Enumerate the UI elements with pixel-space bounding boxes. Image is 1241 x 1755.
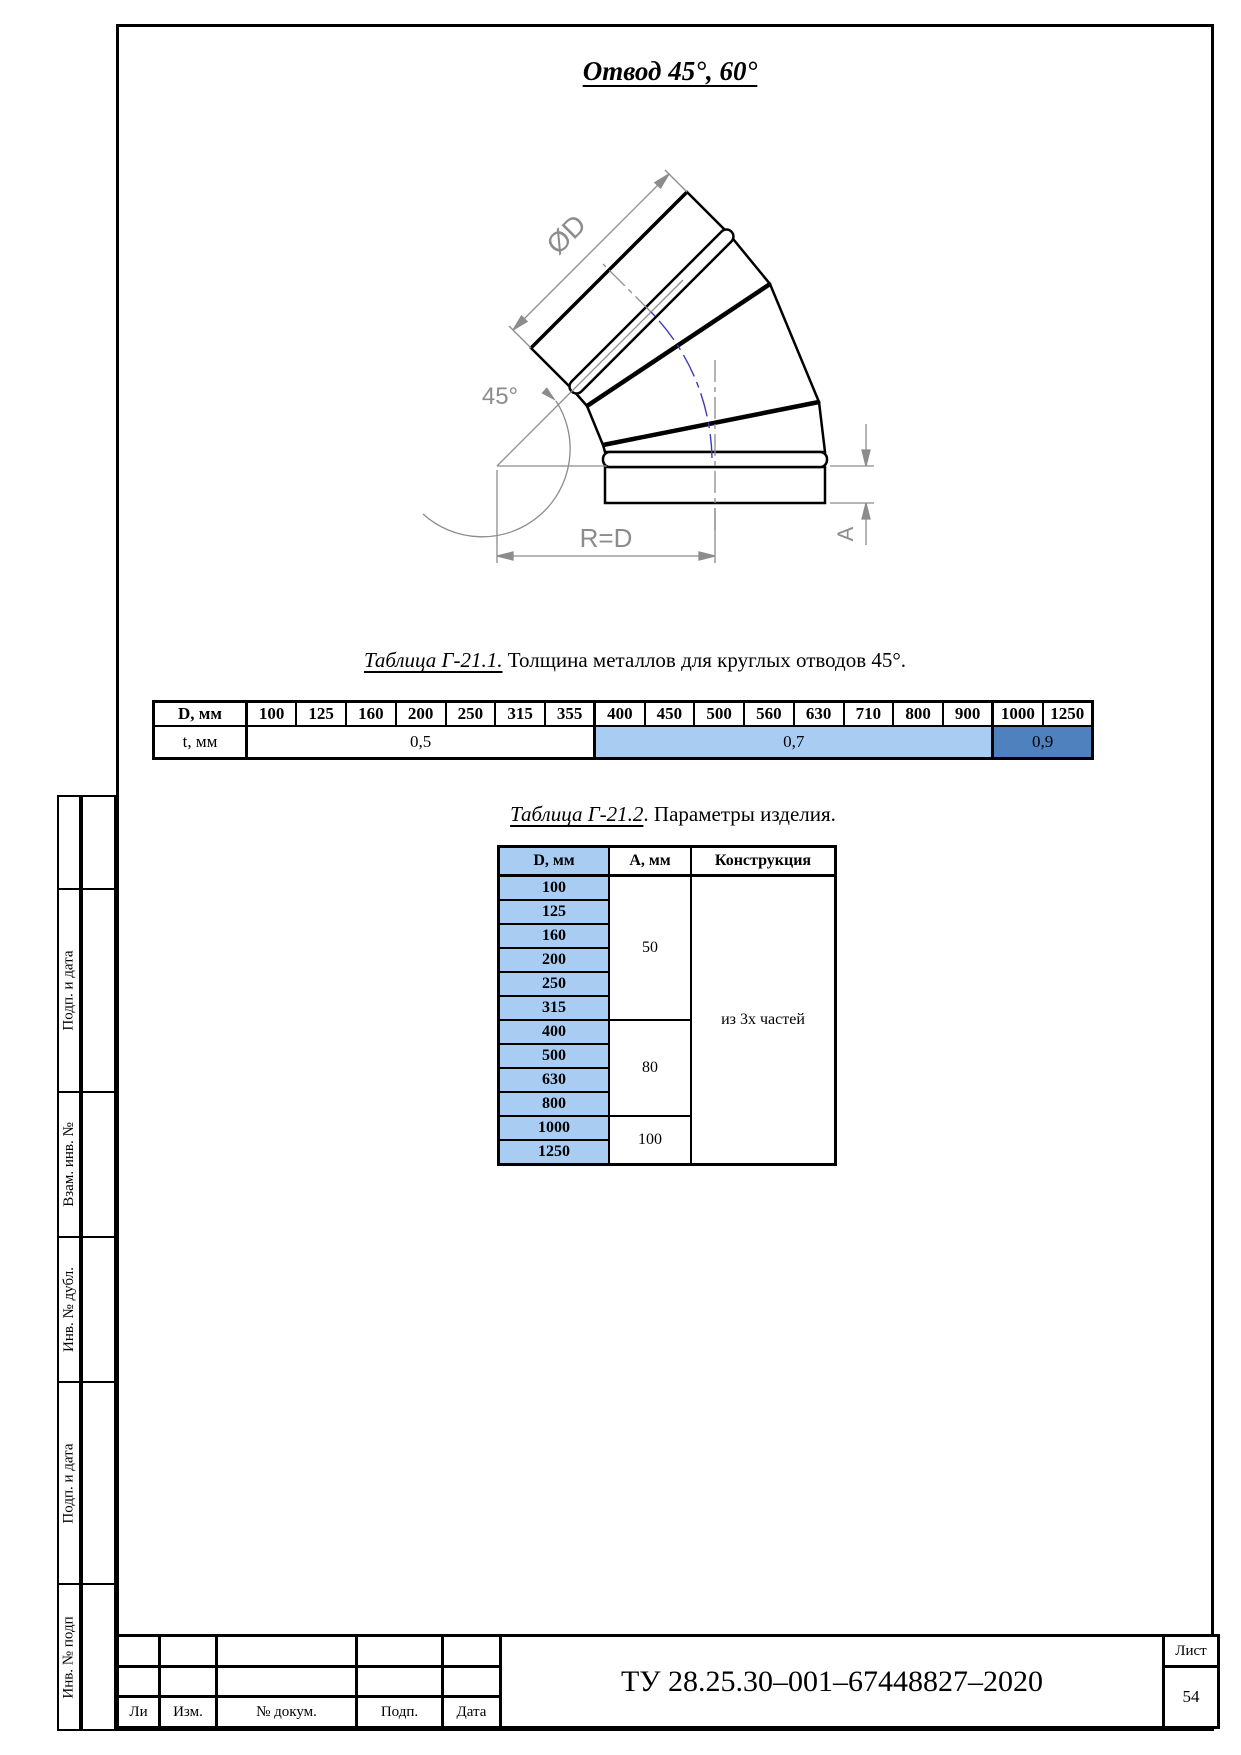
title-block xyxy=(116,1634,1220,1729)
margin-box-empty xyxy=(81,1381,116,1585)
margin-box-empty xyxy=(81,1583,116,1731)
t1-d: 160 xyxy=(346,702,396,727)
margin-box-empty xyxy=(81,888,116,1093)
sheet-number: 54 xyxy=(1164,1667,1219,1728)
t1-d: 100 xyxy=(247,702,297,727)
t2-d: 200 xyxy=(499,948,610,972)
margin-label-text: Подп. и дата xyxy=(60,950,77,1031)
t2-d: 630 xyxy=(499,1068,610,1092)
margin-label-inv-podp xyxy=(57,1583,81,1731)
stamp-label-docnum: № докум. xyxy=(217,1697,357,1728)
t2-a-100: 100 xyxy=(609,1116,691,1165)
t1-d: 450 xyxy=(645,702,695,727)
margin-label-text: Инв. № дубл. xyxy=(60,1267,77,1352)
margin-label-inv-dubl xyxy=(57,1236,81,1383)
t2-header-construction: Конструкция xyxy=(691,847,836,876)
margin-box-empty xyxy=(81,795,116,890)
dim-diameter-label: ØD xyxy=(540,208,593,261)
page-title: Отвод 45°, 60° xyxy=(582,56,758,86)
t1-d: 200 xyxy=(396,702,446,727)
elbow-drawing xyxy=(400,135,920,580)
t1-thickness-05: 0,5 xyxy=(247,726,595,759)
table2-caption xyxy=(420,802,926,827)
t2-d: 1250 xyxy=(499,1140,610,1165)
document-number: ТУ 28.25.30–001–67448827–2020 xyxy=(501,1636,1164,1728)
t1-d: 710 xyxy=(844,702,894,727)
margin-box-empty xyxy=(57,795,81,890)
margin-label-podp-data-1 xyxy=(57,888,81,1093)
table2-caption-text: . Параметры изделия. xyxy=(643,802,836,826)
t1-d: 900 xyxy=(943,702,993,727)
t2-construction: из 3х частей xyxy=(691,876,836,1165)
stamp-cell-empty xyxy=(443,1636,501,1667)
title-block-row xyxy=(118,1636,1219,1667)
t2-d: 400 xyxy=(499,1020,610,1044)
t2-row xyxy=(499,876,836,901)
margin-label-vzam-inv xyxy=(57,1091,81,1238)
margin-label-text: Подп. и дата xyxy=(60,1442,77,1524)
t2-d: 125 xyxy=(499,900,610,924)
t1-d: 125 xyxy=(296,702,346,727)
t2-d: 250 xyxy=(499,972,610,996)
stamp-cell-empty xyxy=(160,1636,217,1667)
t2-header-a: А, мм xyxy=(609,847,691,876)
margin-label-text: Инв. № подп xyxy=(60,1615,77,1699)
t2-d: 800 xyxy=(499,1092,610,1116)
stamp-cell-empty xyxy=(357,1636,443,1667)
table1-caption-text: Толщина металлов для круглых отводов 45°. xyxy=(502,648,907,672)
t1-d: 250 xyxy=(446,702,496,727)
thickness-table-header-row xyxy=(154,702,1093,727)
margin-label-text: Взам. инв. № xyxy=(60,1122,77,1207)
stamp-cell-empty xyxy=(443,1667,501,1697)
stamp-cell-empty xyxy=(160,1667,217,1697)
t2-a-50: 50 xyxy=(609,876,691,1021)
t1-d: 315 xyxy=(495,702,545,727)
stamp-label-data: Дата xyxy=(443,1697,501,1728)
t2-header-d: D, мм xyxy=(499,847,610,876)
t2-header-row xyxy=(499,847,836,876)
t1-d: 500 xyxy=(694,702,744,727)
t2-d: 100 xyxy=(499,876,610,901)
t1-label-t: t, мм xyxy=(154,726,247,759)
dim-a-label: A xyxy=(833,526,858,542)
dim-angle-label: 45° xyxy=(481,383,519,410)
t2-d: 1000 xyxy=(499,1116,610,1140)
t1-thickness-07: 0,7 xyxy=(595,726,993,759)
t1-d: 400 xyxy=(595,702,645,727)
t1-d: 1000 xyxy=(993,702,1043,727)
stamp-label-izm: Изм. xyxy=(160,1697,217,1728)
table2-caption-ref: Таблица Г-21.2 xyxy=(510,802,644,826)
thickness-table xyxy=(152,700,1094,760)
thickness-table-value-row xyxy=(154,726,1093,759)
stamp-label-list: Ли xyxy=(118,1697,160,1728)
dim-radius-label: R=D xyxy=(579,523,633,553)
t1-d: 1250 xyxy=(1043,702,1093,727)
sheet-label: Лист xyxy=(1164,1636,1219,1667)
t1-label-d: D, мм xyxy=(154,702,247,727)
margin-box-empty xyxy=(81,1236,116,1383)
t1-d: 355 xyxy=(545,702,595,727)
stamp-cell-empty xyxy=(118,1667,160,1697)
t1-d: 630 xyxy=(794,702,844,727)
parameters-table xyxy=(497,845,837,1166)
stamp-cell-empty xyxy=(217,1636,357,1667)
t2-d: 500 xyxy=(499,1044,610,1068)
t1-d: 800 xyxy=(893,702,943,727)
stamp-cell-empty xyxy=(118,1636,160,1667)
table1-caption-ref: Таблица Г-21.1. xyxy=(363,648,503,672)
t2-d: 160 xyxy=(499,924,610,948)
table1-caption xyxy=(120,648,1150,673)
t1-d: 560 xyxy=(744,702,794,727)
stamp-cell-empty xyxy=(357,1667,443,1697)
t2-d: 315 xyxy=(499,996,610,1020)
margin-label-podp-data-2 xyxy=(57,1381,81,1585)
margin-box-empty xyxy=(81,1091,116,1238)
stamp-cell-empty xyxy=(217,1667,357,1697)
t2-a-80: 80 xyxy=(609,1020,691,1116)
stamp-label-podp: Подп. xyxy=(357,1697,443,1728)
t1-thickness-09: 0,9 xyxy=(993,726,1093,759)
